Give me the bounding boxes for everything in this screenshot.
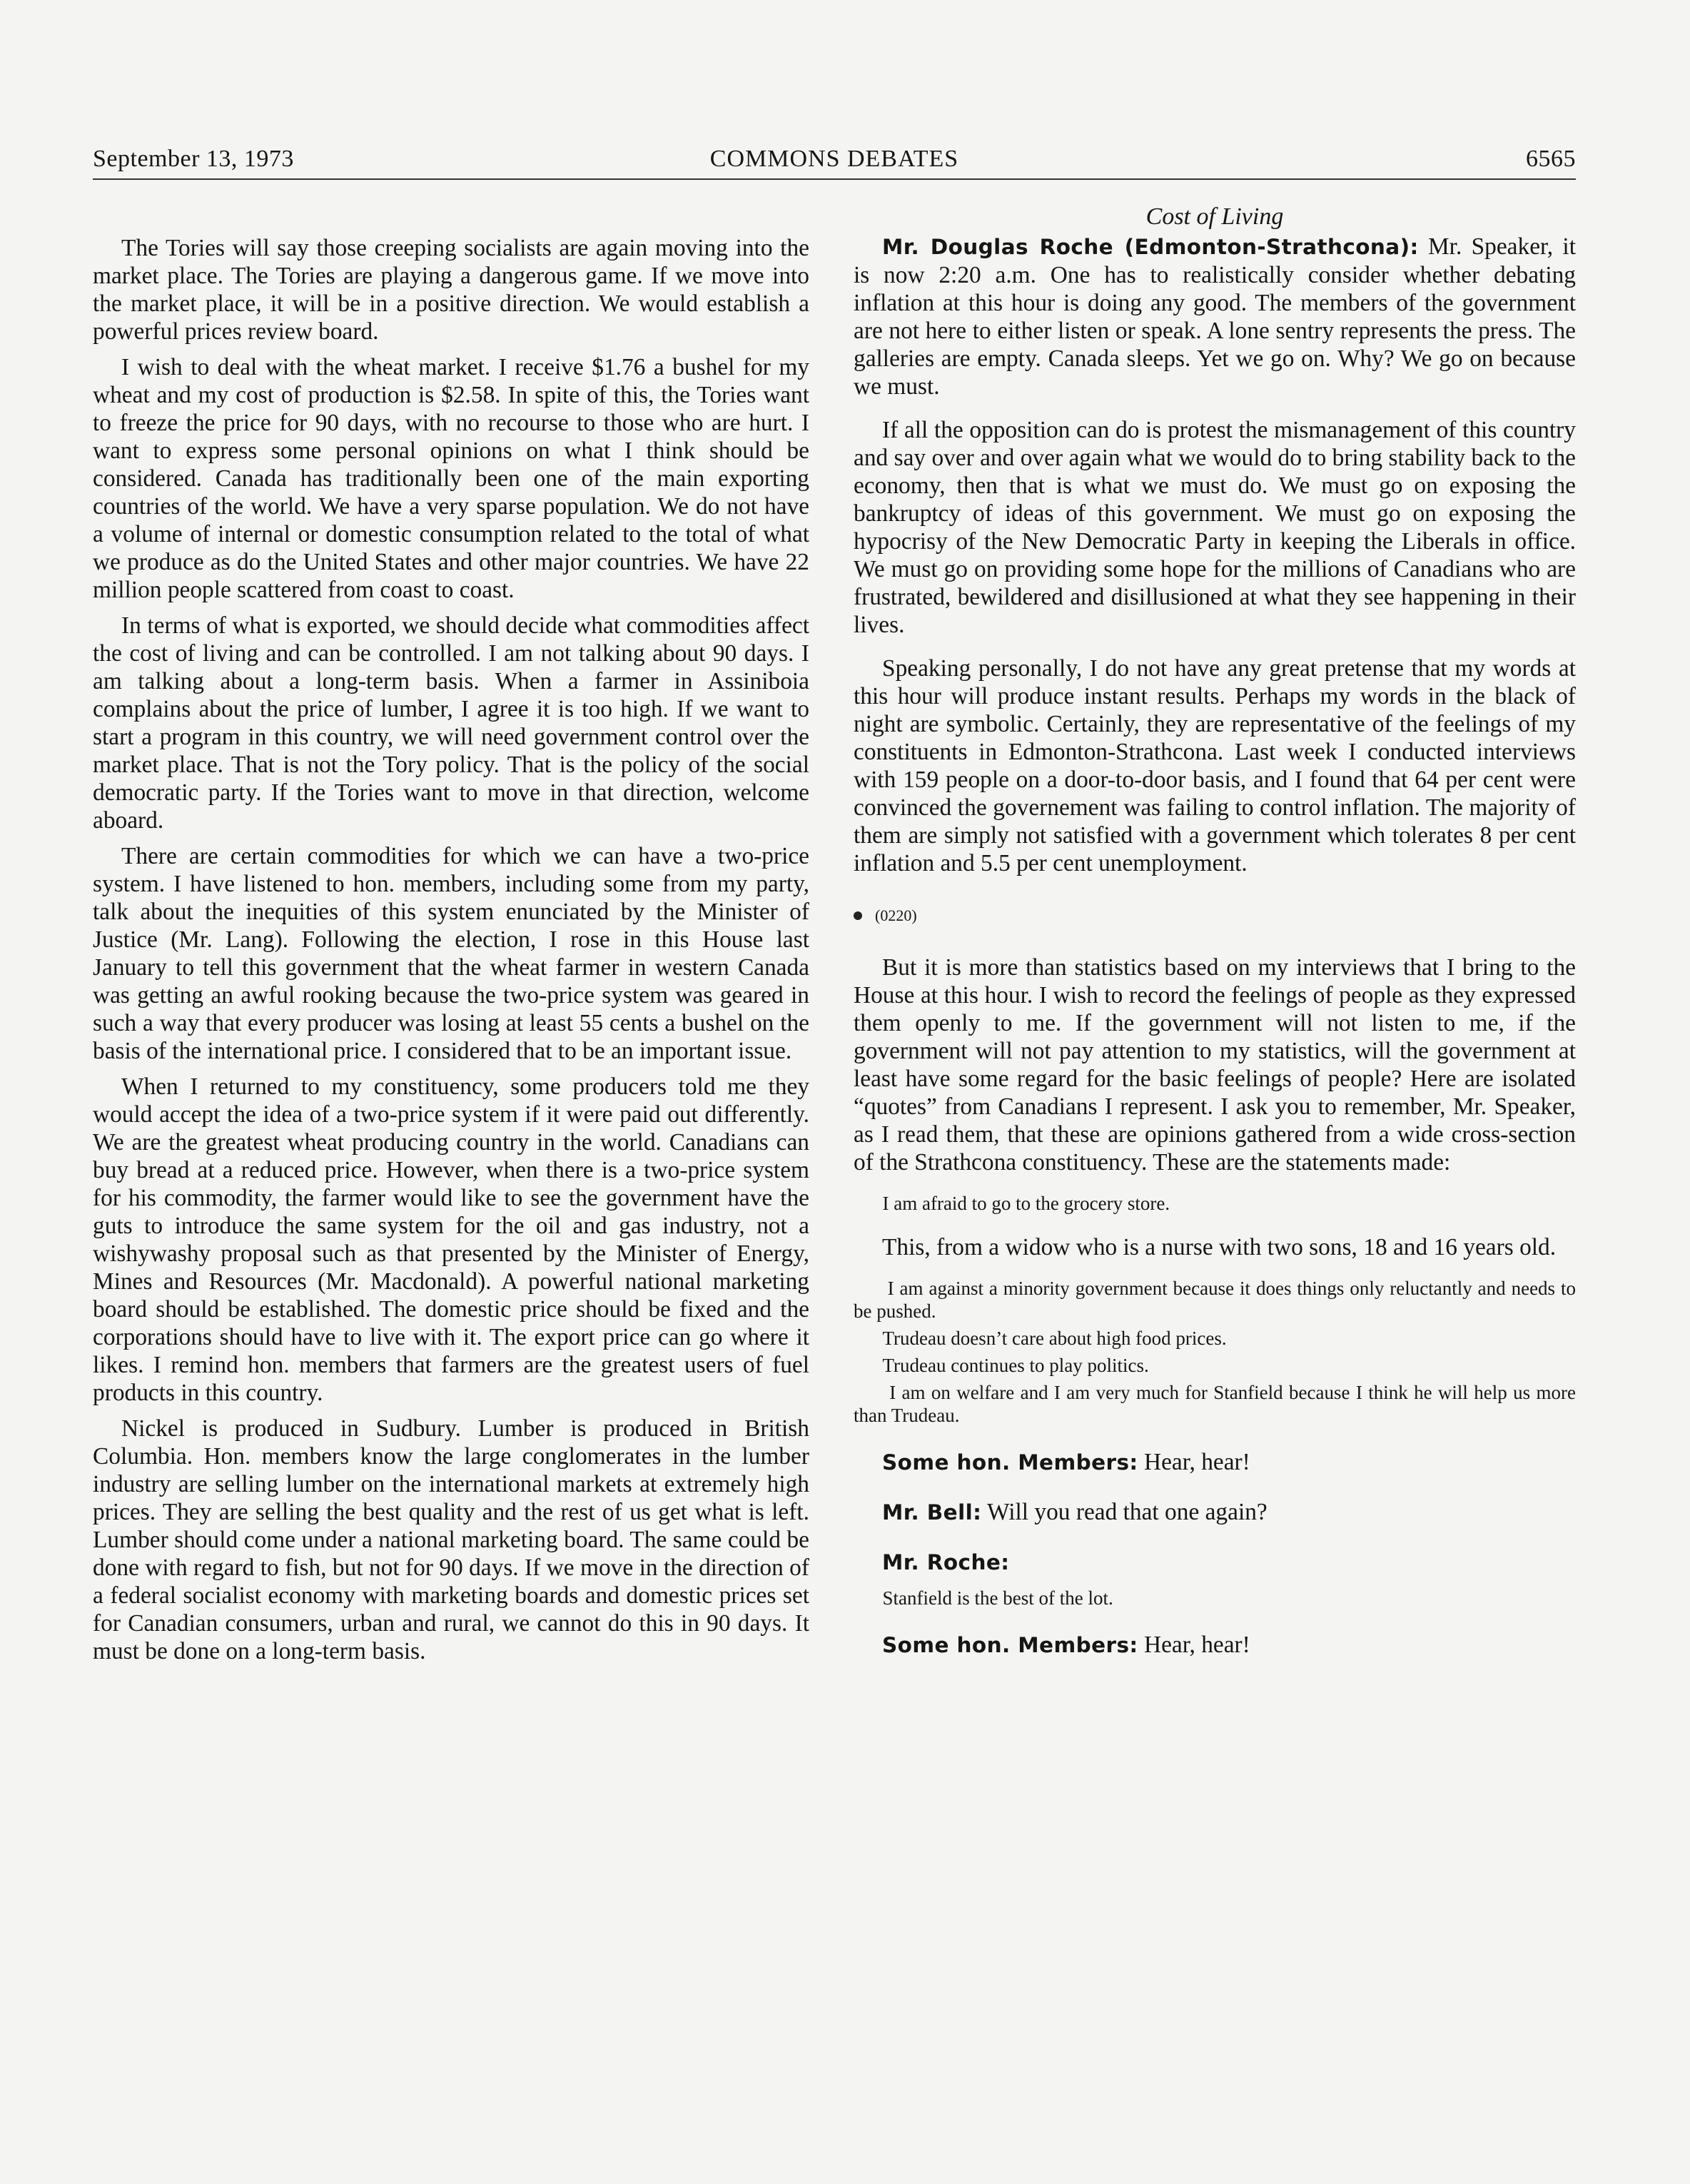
left-paragraph-6: Nickel is produced in Sudbury. Lumber is produced in British Columbia. Hon. members know the large conglomerates in the lumber industry are selling lumber on the international markets at extremely high prices. They are selling the best quality and the rest of us get what is left. Lumber should come under a national marketing board. The same could be done with regard to fish, but not for 90 days. If we move in the direction of a federal socialist economy with marketing boards and domestic prices set for Canadian consumers, urban and rural, we cannot do this in 90 days. It must be done on a long-term basis. [93, 1415, 809, 1664]
left-paragraph-1: The Tories will say those creeping socialists are again moving into the market place. The Tories are playing a dangerous game. If we move into the market place, it will be in a positive direction. We would establish a powerful prices review board. [93, 235, 809, 345]
interjection-text: Hear, hear! [1143, 1449, 1250, 1475]
interjection-roche [854, 1548, 1576, 1577]
speaker-name: Mr. Douglas Roche (Edmonton-Strathcona): [882, 235, 1419, 259]
quote-food-prices-text: Trudeau doesn’t care about high food prices. [882, 1328, 1227, 1349]
quote-grocery [854, 1192, 1576, 1215]
quote-stanfield-text: Stanfield is the best of the lot. [882, 1587, 1113, 1609]
quote-minority [854, 1277, 1576, 1323]
right-column [854, 203, 1576, 1659]
quote-stanfield [854, 1587, 1576, 1609]
quote-food-prices [854, 1327, 1576, 1350]
interjection-text: Hear, hear! [1143, 1632, 1250, 1658]
left-paragraph-5: When I returned to my constituency, some producers told me they would accept the idea of a two-price system if it were paid out differently. We are the greatest wheat producing country in the world. Canadians can buy bread at a reduced price. However, when there is a two-price system for his commodity, the farmer would like to see the government have the guts to introduce the same system for the oil and gas industry, not a wishywashy proposal such as that presented by the Minister of Energy, Mines and Resources (Mr. Macdonald). A powerful national marketing board should be established. The domestic price should be fixed and the corporations should have to live with it. The export price can go where it likes. I remind hon. members that farmers are the greatest users of fuel products in this country. [93, 1073, 809, 1406]
interjection-text: Will you read that one again? [987, 1499, 1268, 1525]
timestamp-text: (0220) [875, 906, 917, 924]
quote-minority-text: I am against a minority government because it does things only reluctantly and needs to be pushed. [854, 1278, 1576, 1322]
interjection-speaker: Mr. Roche: [882, 1550, 1010, 1574]
speech-opening-text: Mr. Speaker, it is now 2:20 a.m. One has to realistically consider whether debating inflation at this hour is doing any good. The members of the government are not here to either listen or speak. A lone sentry represents the press. The galleries are empty. Canada sleeps. Yet we go on. Why? We go on because we must. [854, 233, 1576, 400]
speech-opening [854, 233, 1576, 400]
quote-politics-text: Trudeau continues to play politics. [882, 1355, 1149, 1376]
interjection-speaker: Some hon. Members: [882, 1633, 1138, 1657]
right-paragraph-1: If all the opposition can do is protest the mismanagement of this country and say over and over again what we would do to bring stability back to the economy, then that is what we must do. We must go on exposing the bankruptcy of ideas of this government. We must go on exposing the hypocrisy of the New Democratic Party in keeping the Liberals in office. We must go on providing some hope for the millions of Canadians who are frustrated, bewildered and disillusioned at what they see happening in their lives. [854, 417, 1576, 638]
interjection-hear-hear-2 [854, 1631, 1576, 1659]
quote-welfare [854, 1381, 1576, 1427]
interjection-hear-hear-1 [854, 1448, 1576, 1477]
left-column [93, 234, 809, 1665]
right-paragraph-2: Speaking personally, I do not have any great pretense that my words at this hour will produce instant results. Perhaps my words in the black of night are symbolic. Certainly, they are representative of the feelings of my constituents in Edmonton-Strathcona. Last week I conducted interviews with 159 people on a door-to-door basis, and I found that 64 per cent were convinced the governement was failing to control inflation. The majority of them are simply not satisfied with a government which tolerates 8 per cent inflation and 5.5 per cent unemployment. [854, 655, 1576, 876]
left-paragraph-4: There are certain commodities for which we can have a two-price system. I have listened to hon. members, including some from my party, talk about the inequities of this system enunciated by the Minister of Justice (Mr. Lang). Following the election, I rose in this House last January to tell this government that the wheat farmer in western Canada was getting an awful rooking because the two-price system was geared in such a way that every producer was losing at least 55 cents a bushel on the basis of the international price. I considered that to be an important issue. [93, 843, 809, 1064]
quote-politics [854, 1354, 1576, 1377]
right-paragraph-3: But it is more than statistics based on my interviews that I bring to the House at this hour. I wish to record the feelings of people as they expressed them openly to me. If the government will not listen to me, if the government will not pay attention to my statistics, will the government at least have some regard for the basic feelings of people? Here are isolated “quotes” from Canadians I represent. I ask you to remember, Mr. Speaker, as I read them, that these are opinions gathered from a wide cross-section of the Strathcona constituency. These are the statements made: [854, 954, 1576, 1176]
header-title: COMMONS DEBATES [709, 146, 959, 172]
left-paragraph-2: I wish to deal with the wheat market. I receive $1.76 a bushel for my wheat and my cost of production is $2.58. In spite of this, the Tories want to freeze the price for 90 days, with no recourse to those who are hurt. I want to express some personal opinions on what I think should be considered. Canada has traditionally been one of the main exporting countries of the world. We have a very sparse population. We do not have a volume of internal or domestic consumption related to the total of what we produce as do the United States and other major countries. We have 22 million people scattered from coast to coast. [93, 354, 809, 603]
section-title: Cost of Living [1145, 203, 1284, 230]
widow-note: This, from a widow who is a nurse with two sons, 18 and 16 years old. [882, 1234, 1557, 1260]
page-header [93, 143, 1576, 180]
interjection-speaker: Mr. Bell: [882, 1500, 982, 1525]
quote-welfare-text: I am on welfare and I am very much for Stanfield because I think he will help us more than Trudeau. [854, 1382, 1576, 1426]
interjection-speaker: Some hon. Members: [882, 1450, 1138, 1475]
bullet-icon [854, 911, 862, 920]
timestamp-marker [854, 901, 1576, 929]
header-page-number: 6565 [1526, 146, 1576, 172]
interjection-bell [854, 1498, 1576, 1527]
quote-grocery-text: I am afraid to go to the grocery store. [882, 1193, 1170, 1214]
header-date: September 13, 1973 [93, 146, 294, 172]
left-paragraph-3: In terms of what is exported, we should decide what commodities affect the cost of living and can be controlled. I am not talking about 90 days. I am talking about a long-term basis. When a farmer in Assiniboia complains about the price of lumber, I agree it is too high. If we want to start a program in this country, we will need government control over the market place. That is not the Tory policy. That is the policy of the social democratic party. If the Tories want to move in that direction, welcome aboard. [93, 612, 809, 834]
